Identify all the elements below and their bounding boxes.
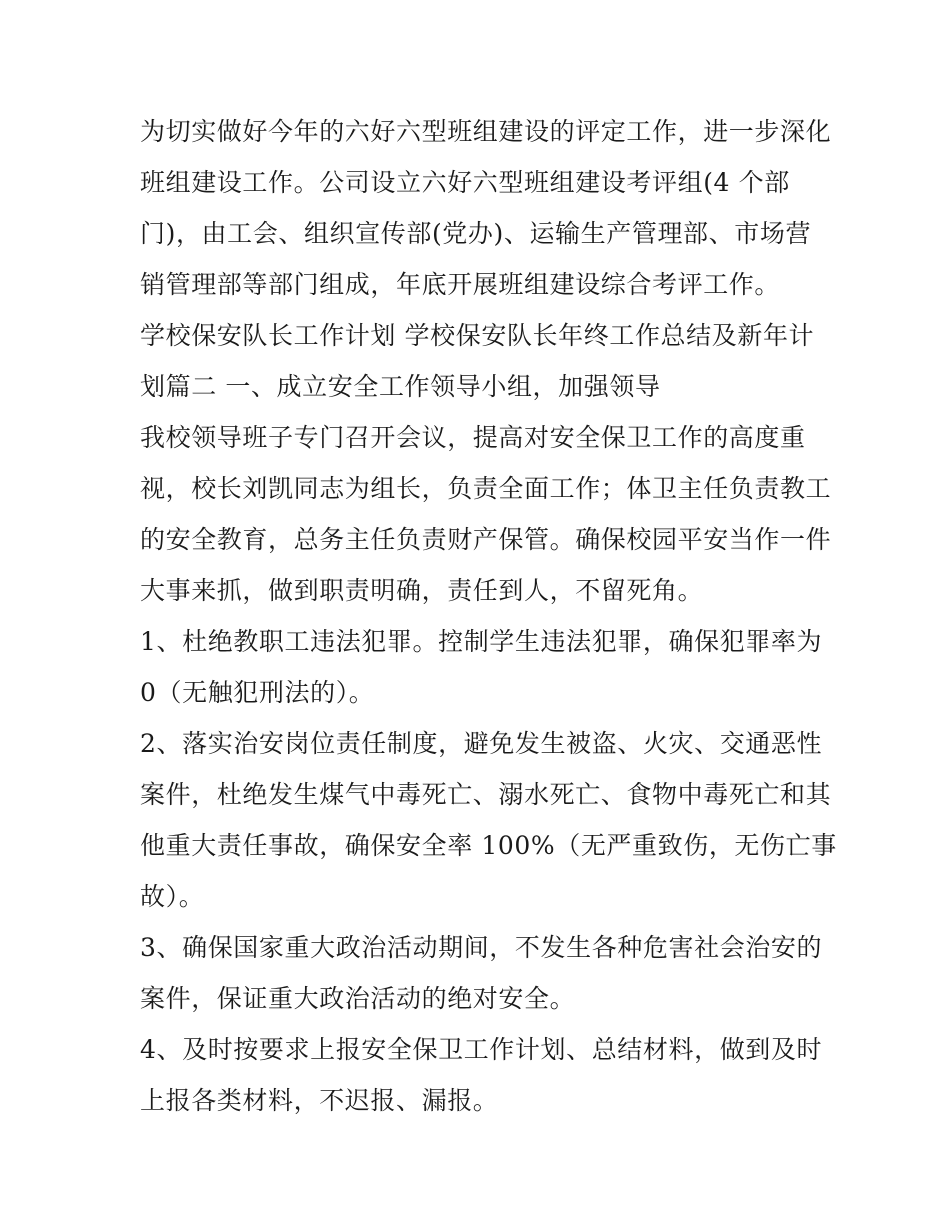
text-line: 他重大责任事故，确保安全率 100%（无严重致伤，无伤亡事	[140, 831, 837, 860]
text-line: 案件，杜绝发生煤气中毒死亡、溺水死亡、食物中毒死亡和其	[140, 780, 832, 809]
text-line: 学校保安队长工作计划 学校保安队长年终工作总结及新年计	[140, 321, 815, 350]
document-body	[140, 106, 837, 1126]
text-line: 大事来抓，做到职责明确，责任到人，不留死角。	[140, 576, 704, 605]
text-line: 划篇二 一、成立安全工作领导小组，加强领导	[140, 372, 661, 401]
text-line: 2、落实治安岗位责任制度，避免发生被盗、火灾、交通恶性	[140, 729, 823, 758]
text-line: 我校领导班子专门召开会议，提高对安全保卫工作的高度重	[140, 423, 806, 452]
text-line: 班组建设工作。公司设立六好六型班组建设考评组(4 个部	[140, 168, 790, 197]
text-line: 销管理部等部门组成，年底开展班组建设综合考评工作。	[140, 270, 781, 299]
text-line: 上报各类材料，不迟报、漏报。	[140, 1086, 499, 1115]
text-line: 4、及时按要求上报安全保卫工作计划、总结材料，做到及时	[140, 1035, 823, 1064]
text-line: 故）。	[140, 882, 205, 911]
text-line: 的安全教育，总务主任负责财产保管。确保校园平安当作一件	[140, 525, 832, 554]
text-line: 1、杜绝教职工违法犯罪。控制学生违法犯罪，确保犯罪率为	[140, 627, 823, 656]
text-line: 视，校长刘凯同志为组长，负责全面工作；体卫主任负责教工	[140, 474, 832, 503]
text-line: 为切实做好今年的六好六型班组建设的评定工作，进一步深化	[140, 117, 832, 146]
text-line: 0（无触犯刑法的）。	[140, 678, 375, 707]
text-line: 门)，由工会、组织宣传部(党办)、运输生产管理部、市场营	[140, 219, 812, 248]
text-line: 案件，保证重大政治活动的绝对安全。	[140, 984, 576, 1013]
text-line: 3、确保国家重大政治活动期间，不发生各种危害社会治安的	[140, 933, 823, 962]
